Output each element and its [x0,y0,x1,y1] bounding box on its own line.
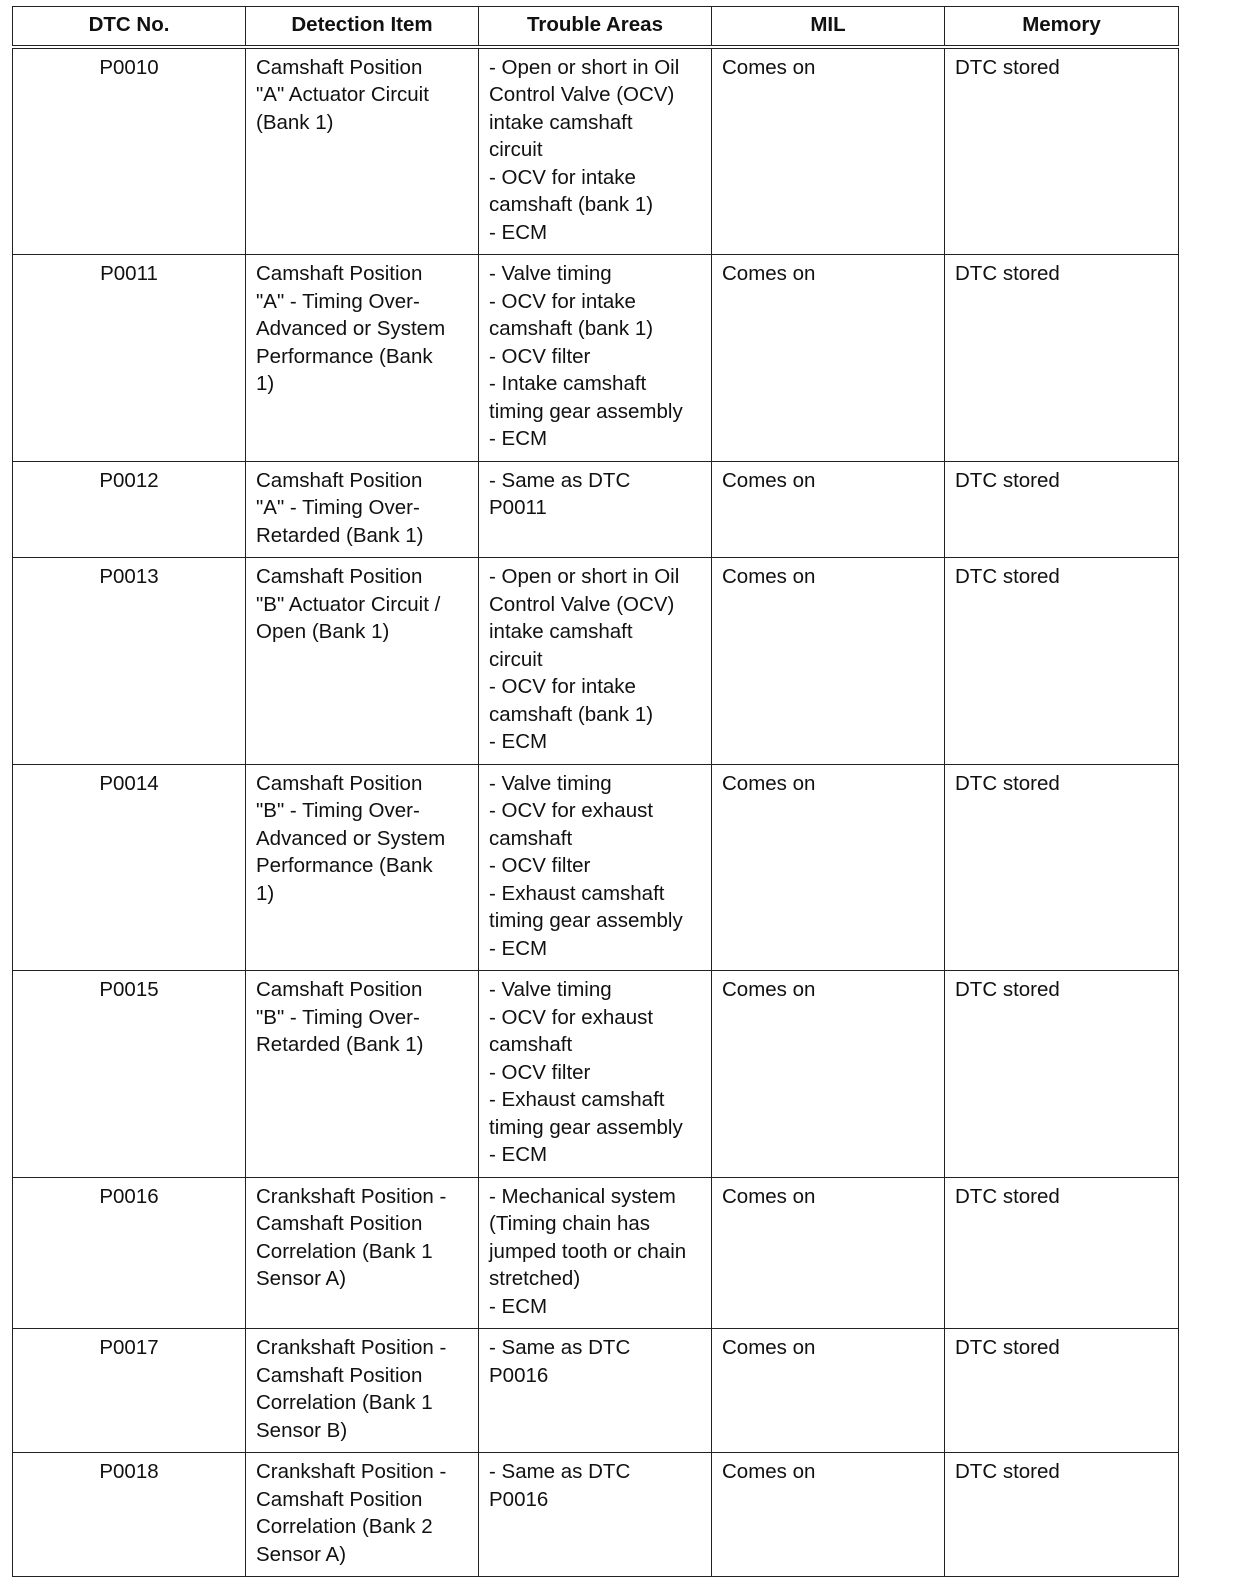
memory-cell: DTC stored [945,47,1179,255]
table-row [13,764,1179,971]
memory-cell: DTC stored [945,558,1179,765]
detection-item-cell: Camshaft Position "B" - Timing Over- Retarded (Bank 1) [246,971,479,1178]
mil-cell: Comes on [712,971,945,1178]
table-row [13,1177,1179,1329]
trouble-areas-cell: - Open or short in Oil Control Valve (OCV) intake camshaft circuit - OCV for intake camshaft (bank 1) - ECM [479,558,712,765]
dtc-code-cell: P0013 [13,558,246,765]
mil-cell: Comes on [712,1453,945,1577]
detection-item-cell: Camshaft Position "A" - Timing Over- Advanced or System Performance (Bank 1) [246,255,479,462]
dtc-code-cell: P0010 [13,47,246,255]
trouble-areas-cell: - Open or short in Oil Control Valve (OCV) intake camshaft circuit - OCV for intake camshaft (bank 1) - ECM [479,47,712,255]
dtc-code-cell: P0011 [13,255,246,462]
trouble-areas-cell: - Valve timing - OCV for exhaust camshaft - OCV filter - Exhaust camshaft timing gear assembly - ECM [479,764,712,971]
memory-cell: DTC stored [945,255,1179,462]
table-row [13,971,1179,1178]
detection-item-cell: Crankshaft Position - Camshaft Position Correlation (Bank 1 Sensor A) [246,1177,479,1329]
memory-cell: DTC stored [945,764,1179,971]
table-row [13,1329,1179,1453]
detection-item-cell: Camshaft Position "B" Actuator Circuit / Open (Bank 1) [246,558,479,765]
table-row [13,558,1179,765]
dtc-code-cell: P0017 [13,1329,246,1453]
dtc-code-cell: P0014 [13,764,246,971]
dtc-code-cell: P0015 [13,971,246,1178]
header-memory: Memory [945,7,1179,47]
memory-cell: DTC stored [945,1329,1179,1453]
table-row [13,255,1179,462]
mil-cell: Comes on [712,255,945,462]
memory-cell: DTC stored [945,1177,1179,1329]
table-body [13,47,1179,1577]
memory-cell: DTC stored [945,461,1179,558]
header-mil: MIL [712,7,945,47]
trouble-areas-cell: - Valve timing - OCV for intake camshaft (bank 1) - OCV filter - Intake camshaft timing gear assembly - ECM [479,255,712,462]
detection-item-cell: Camshaft Position "A" Actuator Circuit (Bank 1) [246,47,479,255]
header-trouble-areas: Trouble Areas [479,7,712,47]
mil-cell: Comes on [712,764,945,971]
dtc-code-cell: P0018 [13,1453,246,1577]
trouble-areas-cell: - Mechanical system (Timing chain has jumped tooth or chain stretched) - ECM [479,1177,712,1329]
memory-cell: DTC stored [945,1453,1179,1577]
detection-item-cell: Camshaft Position "A" - Timing Over- Retarded (Bank 1) [246,461,479,558]
dtc-code-cell: P0012 [13,461,246,558]
table-row [13,1453,1179,1577]
header-dtc-no: DTC No. [13,7,246,47]
header-row [13,7,1179,47]
mil-cell: Comes on [712,1177,945,1329]
memory-cell: DTC stored [945,971,1179,1178]
trouble-areas-cell: - Same as DTC P0011 [479,461,712,558]
trouble-areas-cell: - Same as DTC P0016 [479,1329,712,1453]
trouble-areas-cell: - Same as DTC P0016 [479,1453,712,1577]
table-row [13,47,1179,255]
mil-cell: Comes on [712,47,945,255]
table-row [13,461,1179,558]
detection-item-cell: Crankshaft Position - Camshaft Position Correlation (Bank 2 Sensor A) [246,1453,479,1577]
detection-item-cell: Camshaft Position "B" - Timing Over- Advanced or System Performance (Bank 1) [246,764,479,971]
mil-cell: Comes on [712,1329,945,1453]
detection-item-cell: Crankshaft Position - Camshaft Position Correlation (Bank 1 Sensor B) [246,1329,479,1453]
dtc-code-cell: P0016 [13,1177,246,1329]
table-header [13,7,1179,47]
mil-cell: Comes on [712,558,945,765]
header-detection-item: Detection Item [246,7,479,47]
dtc-table [12,6,1179,1577]
trouble-areas-cell: - Valve timing - OCV for exhaust camshaft - OCV filter - Exhaust camshaft timing gear assembly - ECM [479,971,712,1178]
mil-cell: Comes on [712,461,945,558]
